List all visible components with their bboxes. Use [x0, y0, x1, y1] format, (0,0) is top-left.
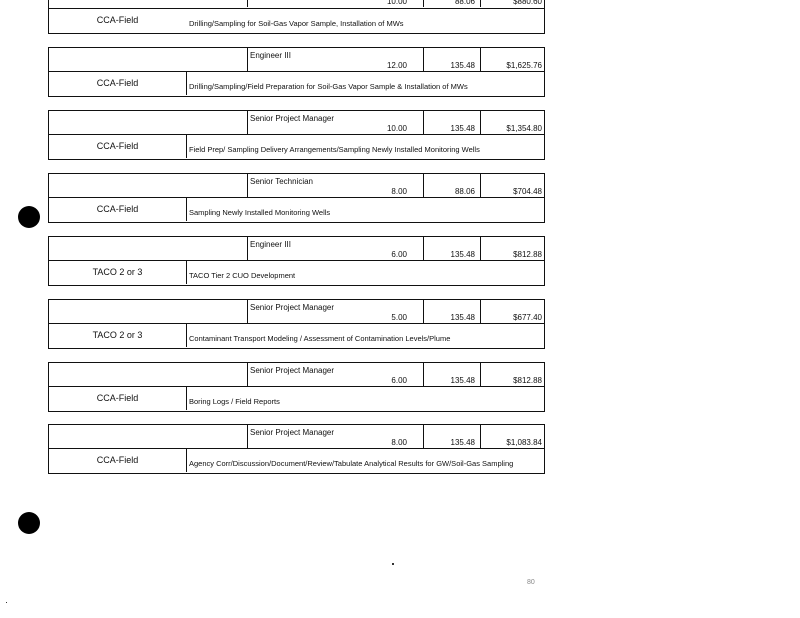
entry-top-row	[48, 173, 545, 198]
job-title: Senior Project Manager	[250, 428, 335, 437]
column-divider	[423, 48, 424, 71]
hours-value: 5.00	[391, 313, 407, 322]
task-code: CCA-Field	[96, 141, 139, 151]
punch-hole	[18, 206, 40, 228]
column-divider	[247, 111, 248, 134]
amount-value: $1,625.76	[506, 61, 542, 70]
rate-value: 135.48	[450, 250, 475, 259]
amount-value: $1,354.80	[506, 124, 542, 133]
task-description: Agency Corr/Discussion/Document/Review/Tabulate Analytical Results for GW/Soil-Gas Sampling	[189, 459, 514, 468]
timesheet-entry	[48, 362, 545, 412]
job-title: Engineer III	[250, 240, 291, 249]
rate-value: 135.48	[450, 313, 475, 322]
task-code: TACO 2 or 3	[92, 267, 143, 277]
task-code: CCA-Field	[96, 455, 139, 465]
entry-top-row	[48, 236, 545, 261]
entry-top-row	[48, 0, 545, 9]
rate-value: 135.48	[450, 124, 475, 133]
column-divider	[247, 0, 248, 7]
amount-value: $1,083.84	[506, 438, 542, 447]
column-divider	[480, 174, 481, 197]
job-title: Engineer III	[250, 51, 291, 60]
column-divider	[186, 449, 187, 472]
column-divider	[247, 363, 248, 386]
rate-value: 135.48	[450, 438, 475, 447]
job-title: Senior Project Manager	[250, 114, 335, 123]
entry-top-row	[48, 299, 545, 324]
hours-value: 6.00	[391, 250, 407, 259]
column-divider	[247, 48, 248, 71]
column-divider	[423, 425, 424, 448]
hours-value: 10.00	[386, 124, 407, 133]
timesheet-entry	[48, 47, 545, 97]
column-divider	[247, 300, 248, 323]
task-code: CCA-Field	[96, 15, 139, 25]
entry-top-row	[48, 362, 545, 387]
scan-speck	[6, 602, 7, 603]
column-divider	[186, 387, 187, 410]
amount-value: $677.40	[513, 313, 542, 322]
column-divider	[480, 111, 481, 134]
rate-value: 88.06	[454, 0, 475, 6]
column-divider	[186, 135, 187, 158]
column-divider	[423, 300, 424, 323]
task-description: Boring Logs / Field Reports	[189, 397, 280, 406]
entry-bottom-row	[48, 324, 545, 349]
entry-bottom-row	[48, 261, 545, 286]
hours-value: 12.00	[386, 61, 407, 70]
task-description: Field Prep/ Sampling Delivery Arrangements/Sampling Newly Installed Monitoring Wells	[189, 145, 480, 154]
entry-bottom-row	[48, 9, 545, 34]
hours-value: 6.00	[391, 376, 407, 385]
task-code: TACO 2 or 3	[92, 330, 143, 340]
column-divider	[480, 48, 481, 71]
amount-value: $704.48	[513, 187, 542, 196]
entry-bottom-row	[48, 449, 545, 474]
hours-value: 8.00	[391, 438, 407, 447]
timesheet-entry	[48, 110, 545, 160]
column-divider	[480, 363, 481, 386]
column-divider	[423, 111, 424, 134]
amount-value: $812.88	[513, 376, 542, 385]
entry-bottom-row	[48, 198, 545, 223]
task-description: Contaminant Transport Modeling / Assessment of Contamination Levels/Plume	[189, 334, 451, 343]
punch-hole	[18, 512, 40, 534]
entry-top-row	[48, 424, 545, 449]
timesheet-entry	[48, 299, 545, 349]
task-code: CCA-Field	[96, 393, 139, 403]
timesheet-entry-partial	[48, 0, 545, 34]
hours-value: 10.00	[386, 0, 407, 6]
task-code: CCA-Field	[96, 78, 139, 88]
rate-value: 135.48	[450, 61, 475, 70]
scan-speck	[392, 563, 394, 565]
entry-bottom-row	[48, 387, 545, 412]
task-description: Drilling/Sampling/Field Preparation for Soil-Gas Vapor Sample & Installation of MWs	[189, 82, 468, 91]
column-divider	[186, 72, 187, 95]
entry-bottom-row	[48, 135, 545, 160]
column-divider	[186, 261, 187, 284]
column-divider	[423, 174, 424, 197]
footer-mark: 80	[527, 579, 535, 586]
job-title: Senior Technician	[250, 177, 314, 186]
column-divider	[480, 300, 481, 323]
hours-value: 8.00	[391, 187, 407, 196]
column-divider	[480, 237, 481, 260]
timesheet-entry	[48, 173, 545, 223]
timesheet-entry	[48, 236, 545, 286]
column-divider	[423, 363, 424, 386]
entry-top-row	[48, 47, 545, 72]
task-description: TACO Tier 2 CUO Development	[189, 271, 296, 280]
column-divider	[186, 198, 187, 221]
entry-bottom-row	[48, 72, 545, 97]
rate-value: 88.06	[454, 187, 475, 196]
column-divider	[423, 0, 424, 7]
column-divider	[480, 0, 481, 7]
column-divider	[247, 174, 248, 197]
column-divider	[247, 425, 248, 448]
amount-value: $812.88	[513, 250, 542, 259]
task-description: Drilling/Sampling for Soil-Gas Vapor Sample, Installation of MWs	[189, 19, 404, 28]
column-divider	[480, 425, 481, 448]
rate-value: 135.48	[450, 376, 475, 385]
job-title: Senior Project Manager	[250, 303, 335, 312]
task-code: CCA-Field	[96, 204, 139, 214]
job-title: Senior Project Manager	[250, 366, 335, 375]
entry-top-row	[48, 110, 545, 135]
column-divider	[423, 237, 424, 260]
column-divider	[186, 324, 187, 347]
timesheet-entry	[48, 424, 545, 474]
amount-value: $880.60	[513, 0, 542, 6]
task-description: Sampling Newly Installed Monitoring Wells	[189, 208, 331, 217]
column-divider	[247, 237, 248, 260]
